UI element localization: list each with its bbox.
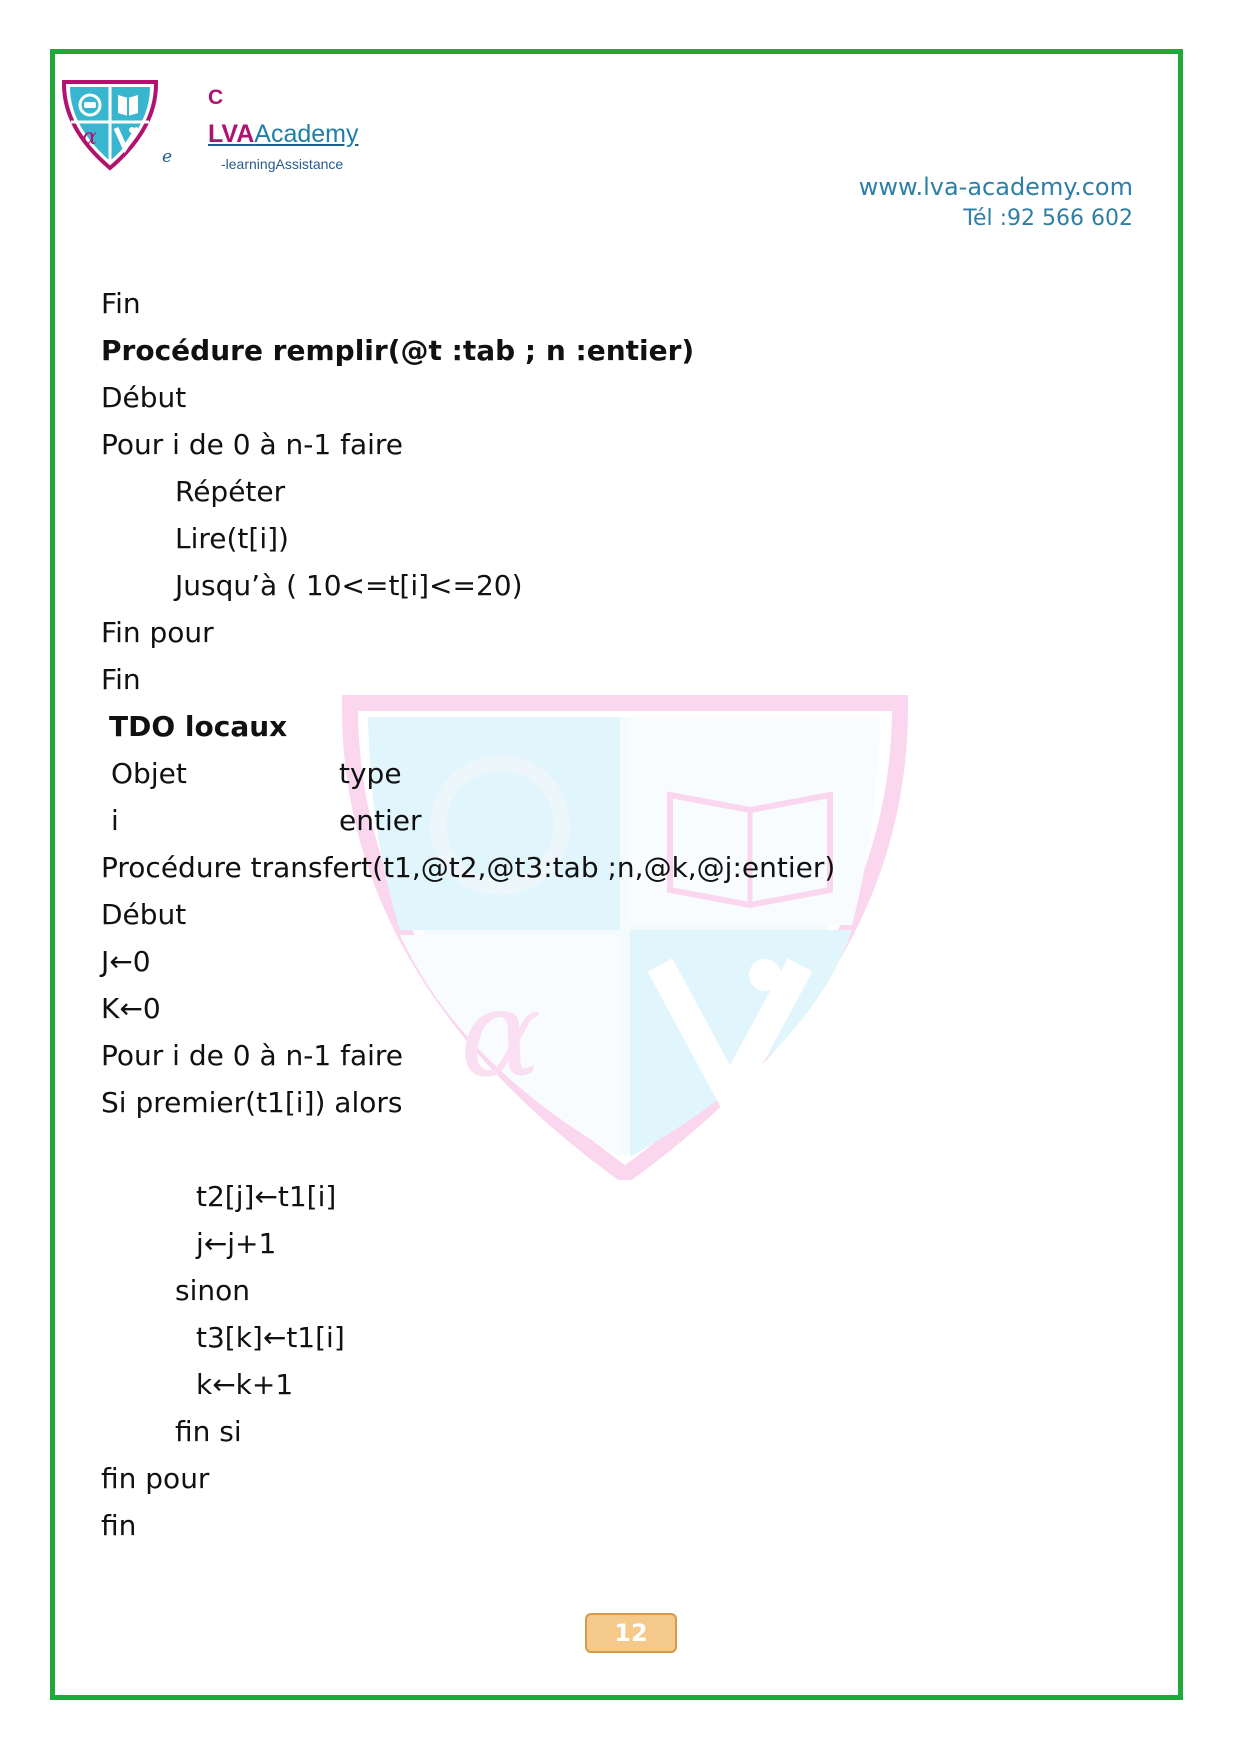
svg-text:α: α	[460, 965, 542, 1104]
website-link[interactable]: www.lva-academy.com	[858, 173, 1133, 201]
phone-number: Tél :92 566 602	[963, 206, 1133, 231]
tdo-row	[101, 797, 1101, 844]
tdo-header-type: type	[339, 757, 402, 790]
code-line: fin pour	[101, 1462, 210, 1495]
code-line: sinon	[175, 1274, 250, 1307]
brand-lva: LVA	[208, 120, 255, 148]
code-line: Pour i de 0 à n-1 faire	[101, 1039, 404, 1072]
code-line: Fin	[101, 663, 141, 696]
code-line: k←k+1	[196, 1368, 294, 1401]
tdo-type-cell: entier	[339, 804, 422, 837]
code-line: Si premier(t1[i]) alors	[101, 1086, 403, 1119]
logo-e-letter: e	[162, 147, 173, 167]
algorithm-content	[101, 280, 1101, 1549]
code-line: t3[k]←t1[i]	[196, 1321, 345, 1354]
code-line: j←j+1	[196, 1227, 277, 1260]
code-line: t2[j]←t1[i]	[196, 1180, 337, 1213]
code-line: Répéter	[175, 475, 286, 508]
code-line: Jusqu’à ( 10<=t[i]<=20)	[175, 569, 523, 602]
tdo-object-cell: i	[111, 804, 119, 837]
tdo-header-object: Objet	[111, 757, 187, 790]
brand-tagline: -learningAssistance	[221, 156, 344, 172]
brand-name	[208, 120, 359, 149]
page-number-badge: 12	[585, 1613, 677, 1653]
code-line: Fin pour	[101, 616, 214, 649]
code-line: Fin	[101, 287, 141, 320]
code-line: fin si	[175, 1415, 242, 1448]
contact-block	[859, 172, 1133, 234]
code-line: K←0	[101, 992, 161, 1025]
blank-line	[101, 1126, 1101, 1173]
brand-c-letter: C	[208, 86, 224, 109]
academy-logo-icon	[58, 78, 163, 171]
brand-academy: Academy	[254, 120, 359, 148]
code-line: Début	[101, 381, 187, 414]
code-line: fin	[101, 1509, 137, 1542]
tdo-header-row	[101, 750, 1101, 797]
tdo-title: TDO locaux	[109, 710, 288, 743]
procedure-heading: Procédure transfert(t1,@t2,@t3:tab ;n,@k,@j:entier)	[101, 851, 836, 884]
procedure-heading: Procédure remplir(@t :tab ; n :entier)	[101, 334, 695, 367]
code-line: Début	[101, 898, 187, 931]
code-line: Pour i de 0 à n-1 faire	[101, 428, 404, 461]
code-line: Lire(t[i])	[175, 522, 289, 555]
svg-text:α: α	[82, 125, 97, 150]
code-line: J←0	[101, 945, 151, 978]
